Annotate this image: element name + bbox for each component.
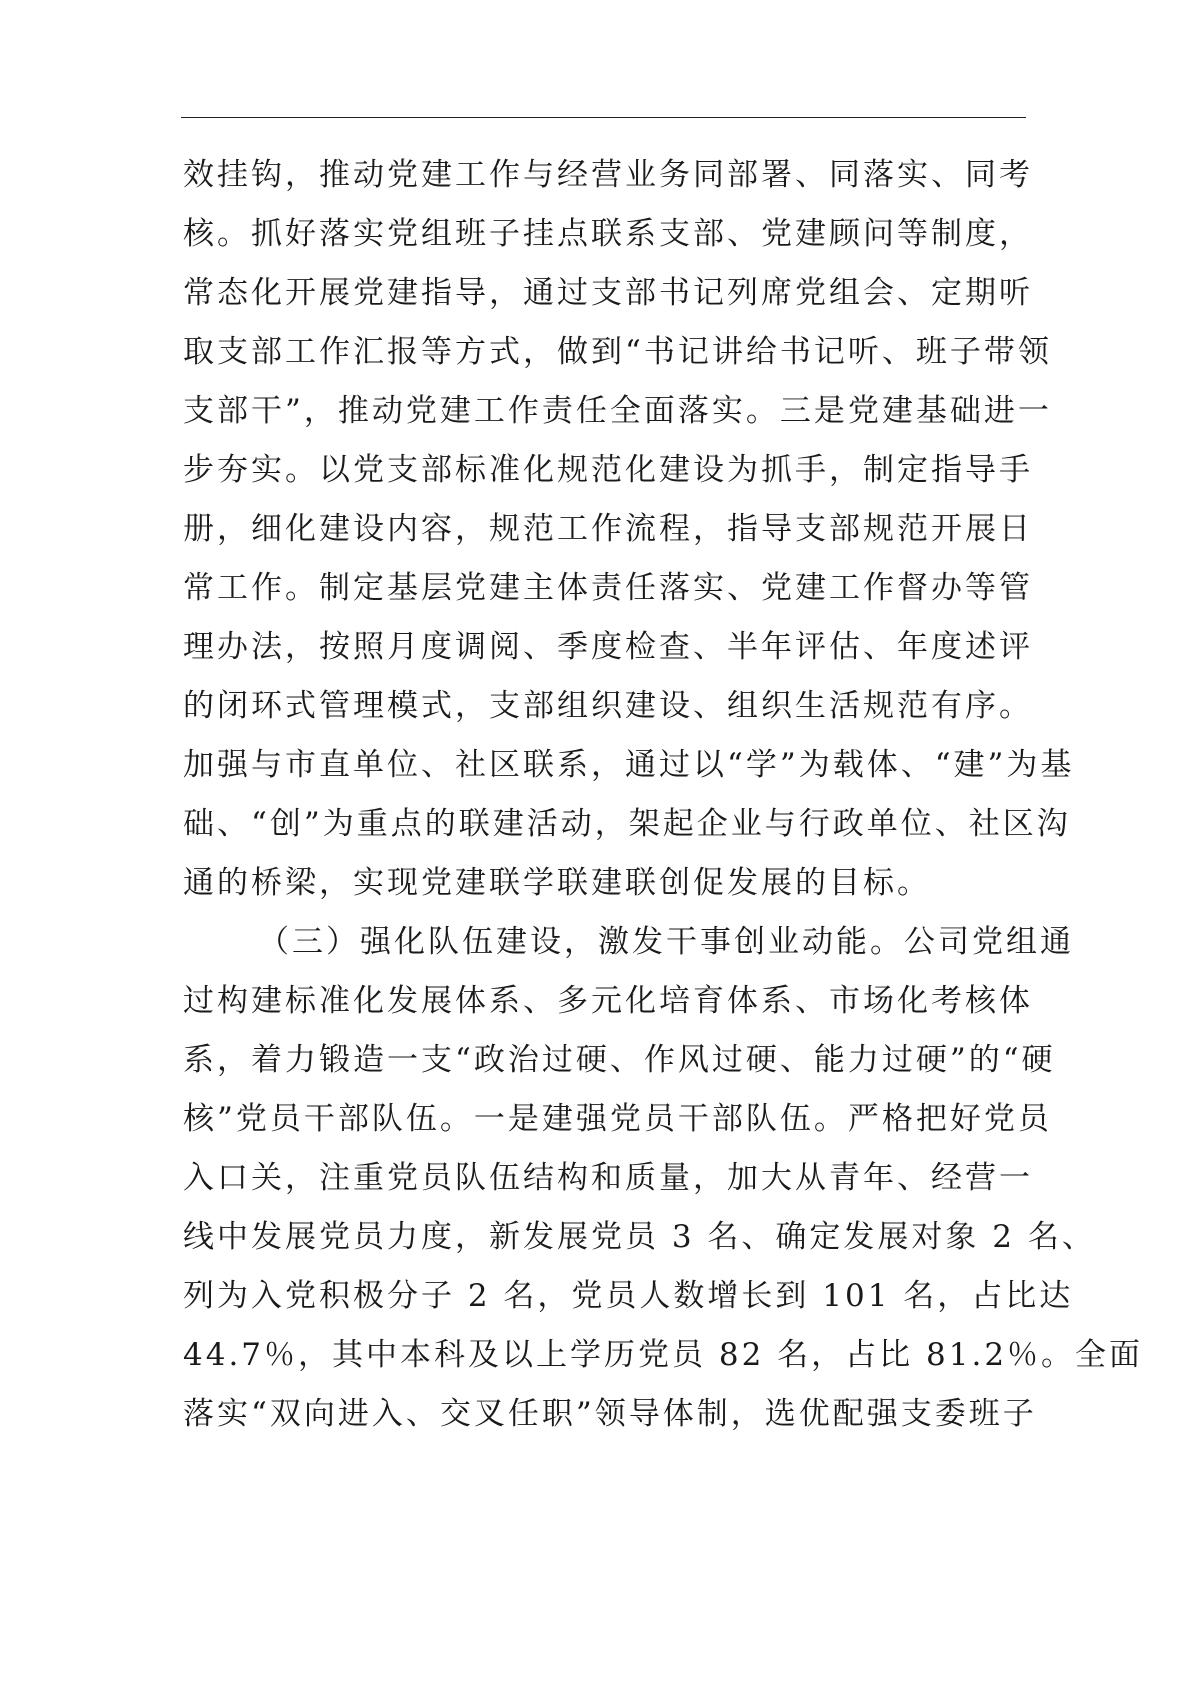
text-line: 的闭环式管理模式，支部组织建设、组织生活规范有序。 <box>183 688 1033 724</box>
text-line: 常态化开展党建指导，通过支部书记列席党组会、定期听 <box>183 275 1033 311</box>
text-line: 系，着力锻造一支“政治过硬、作风过硬、能力过硬”的“硬 <box>183 1042 1056 1078</box>
text-line: 效挂钩，推动党建工作与经营业务同部署、同落实、同考 <box>183 157 1033 193</box>
text-line: 理办法，按照月度调阅、季度检查、半年评估、年度述评 <box>183 629 1033 665</box>
header-rule <box>181 117 1026 118</box>
text-line: 核”党员干部队伍。一是建强党员干部队伍。严格把好党员 <box>183 1101 1052 1137</box>
text-line: 44.7％，其中本科及以上学历党员 82 名，占比 81.2％。全面 <box>183 1337 1144 1373</box>
text-line: 支部干”，推动党建工作责任全面落实。三是党建基础进一 <box>183 393 1052 429</box>
text-line: 常工作。制定基层党建主体责任落实、党建工作督办等管 <box>183 570 1033 606</box>
text-line: 落实“双向进入、交叉任职”领导体制，选优配强支委班子 <box>183 1396 1037 1432</box>
text-line: 通的桥梁，实现党建联学联建联创促发展的目标。 <box>183 865 931 901</box>
text-line: 过构建标准化发展体系、多元化培育体系、市场化考核体 <box>183 983 1033 1019</box>
section-heading-line: （三）强化队伍建设，激发干事创业动能。公司党组通 <box>258 924 1074 960</box>
text-line: 列为入党积极分子 2 名，党员人数增长到 101 名，占比达 <box>183 1278 1074 1314</box>
text-line: 入口关，注重党员队伍结构和质量，加大从青年、经营一 <box>183 1160 1033 1196</box>
text-line: 核。抓好落实党组班子挂点联系支部、党建顾问等制度， <box>183 216 1033 252</box>
text-line: 础、“创”为重点的联建活动，架起企业与行政单位、社区沟 <box>183 806 1071 842</box>
text-line: 取支部工作汇报等方式，做到“书记讲给书记听、班子带领 <box>183 334 1052 370</box>
text-line: 线中发展党员力度，新发展党员 3 名、确定发展对象 2 名、 <box>183 1219 1096 1255</box>
text-line: 册，细化建设内容，规范工作流程，指导支部规范开展日 <box>183 511 1033 547</box>
text-line: 加强与市直单位、社区联系，通过以“学”为载体、“建”为基 <box>183 747 1075 783</box>
text-line: 步夯实。以党支部标准化规范化建设为抓手，制定指导手 <box>183 452 1033 488</box>
